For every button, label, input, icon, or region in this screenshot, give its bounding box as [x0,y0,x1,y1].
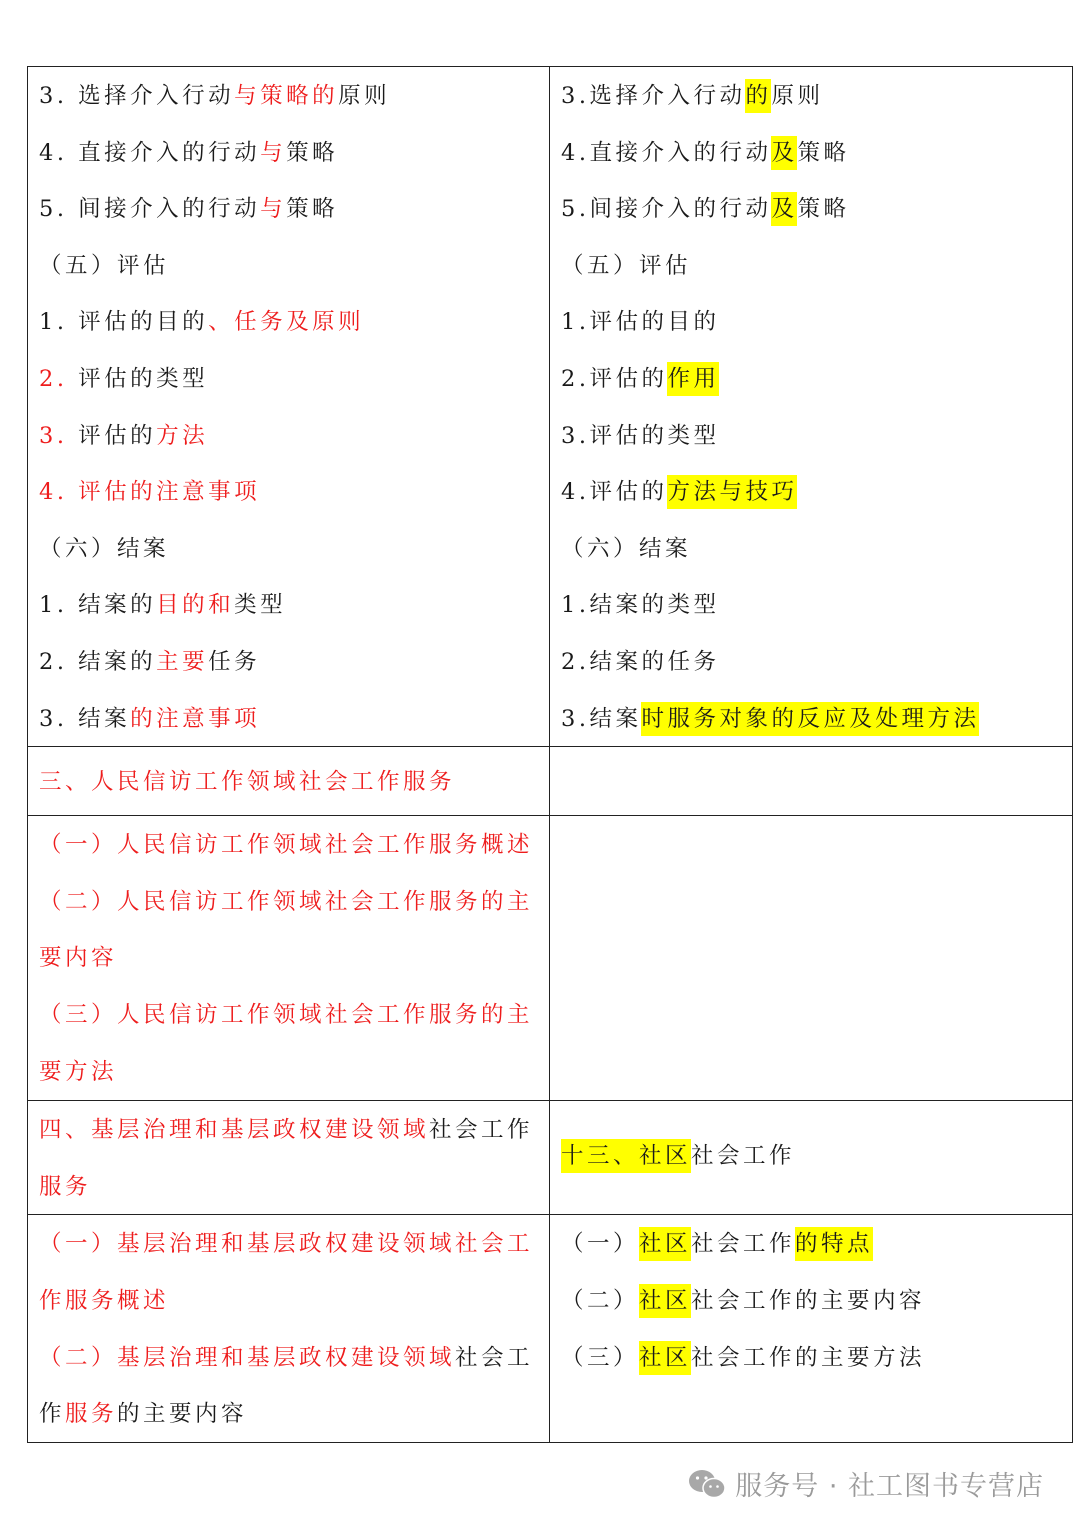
cell-line [39,293,549,350]
red-text: 的注意事项 [130,705,261,732]
cell-line [39,67,549,124]
text-segment: 2.评估的 [561,365,668,392]
red-text: （二）基层治理和基层政权建设领域 [39,1344,456,1371]
cell-line [39,1101,549,1158]
highlighted-text: 社区 [639,1341,691,1375]
text-segment: 任务 [208,648,261,675]
cell-line [39,1158,549,1215]
text-segment: 策略 [286,196,339,223]
text-segment: （一） [561,1231,640,1258]
cell-line [39,986,549,1043]
text-segment: 4.评估的 [561,479,668,506]
cell-line [561,1329,1072,1386]
text-segment: 策略 [797,196,850,223]
cell-line [39,237,549,294]
text-segment: 3.选择介入行动 [561,83,746,109]
highlighted-text: 作用 [667,362,719,396]
table-row [28,1215,1073,1442]
text-segment: 1. 结案的 [39,592,157,619]
cell-line [561,1272,1072,1329]
red-text: （三）人民信访工作领域社会工作服务的主 [39,1001,534,1028]
cell-line [561,350,1072,407]
text-segment: 1.结案的类型 [561,592,720,619]
cell-line [39,124,549,181]
text-segment: 3. 结案 [39,705,131,732]
cell-line [39,1329,549,1386]
cell-line [39,873,549,930]
cell-line [561,180,1072,237]
text-segment: 5. 间接介入的行动 [39,196,261,223]
text-segment: 评估的 [67,422,157,449]
text-segment: 社会工作 [691,1231,796,1258]
highlighted-text: 的特点 [795,1227,873,1261]
text-segment: 原则 [771,83,824,109]
cell-line [39,520,549,577]
cell-line [39,929,549,986]
highlighted-text: 社区 [639,1227,691,1261]
text-segment: （三） [561,1344,640,1371]
red-text: 与 [260,139,287,166]
red-text: 要内容 [39,945,118,972]
left-cell [28,67,550,747]
cell-line [561,67,1072,124]
text-segment: 评估的类型 [67,365,209,392]
red-text: 4. 评估的注意事项 [39,479,261,506]
comparison-table [27,66,1073,1443]
highlighted-text: 方法与技巧 [667,475,797,509]
text-segment: 1.评估的目的 [561,309,720,336]
right-cell [550,747,1073,816]
highlighted-text: 及 [771,136,797,170]
red-text: （一）基层治理和基层政权建设领域社会工 [39,1231,534,1258]
cell-line [39,1043,549,1100]
text-segment: （二） [561,1287,640,1314]
cell-line [561,237,1072,294]
text-segment: 5.间接介入的行动 [561,196,772,223]
text-segment: 2. 结案的 [39,648,157,675]
red-text: 2. [39,365,68,392]
wechat-icon [687,1468,727,1500]
highlighted-text: 的 [745,79,771,113]
cell-line [561,633,1072,690]
table-row [28,747,1073,816]
text-segment: 社会工作 [429,1117,534,1144]
red-text: 四、基层治理和基层政权建设领域 [39,1117,430,1144]
text-segment: 社会工 [455,1344,534,1371]
right-cell [550,67,1073,747]
text-segment: （五）评估 [561,252,692,279]
table-row [28,1101,1073,1215]
cell-line [39,633,549,690]
red-text: 3. [39,422,68,449]
highlighted-text: 社区 [639,1284,691,1318]
highlighted-text: 十三、社区 [561,1139,691,1173]
cell-line [561,1215,1072,1272]
watermark [687,1464,1044,1503]
cell-line [39,816,549,873]
left-cell [28,816,550,1101]
red-text: 三、人民信访工作领域社会工作服务 [39,769,456,796]
left-cell [28,1215,550,1442]
cell-line [39,747,549,815]
table-row [28,816,1073,1101]
cell-line [561,293,1072,350]
cell-line [39,690,549,747]
text-segment: 作 [39,1401,66,1428]
cell-line [561,576,1072,633]
right-cell [550,1215,1073,1442]
cell-line [561,407,1072,464]
cell-line [39,1385,549,1442]
text-segment: 2.结案的任务 [561,648,720,675]
text-segment: 3. 选择介入行动 [39,83,235,109]
cell-line [561,520,1072,577]
right-cell [550,1101,1073,1215]
cell-line [561,463,1072,520]
text-segment: 原则 [338,83,391,109]
red-text: 方法 [156,422,209,449]
red-text: 与策略的 [234,83,339,109]
highlighted-text: 及 [771,192,797,226]
red-text: 作服务概述 [39,1287,170,1314]
highlighted-text: 时服务对象的反应及处理方法 [641,702,979,736]
text-segment: （五）评估 [39,252,170,279]
text-segment: 社会工作 [691,1143,796,1170]
right-cell [550,816,1073,1101]
text-segment: 类型 [234,592,287,619]
text-segment: 3.结案 [561,705,642,732]
red-text: 要方法 [39,1058,118,1085]
table-row [28,67,1073,747]
red-text: 服务 [65,1401,118,1428]
text-segment: 4. 直接介入的行动 [39,139,261,166]
red-text: 目的和 [156,592,235,619]
red-text: 服务 [39,1173,92,1200]
text-segment: 社会工作的主要内容 [691,1287,926,1314]
cell-line [39,407,549,464]
left-cell [28,1101,550,1215]
text-segment: 策略 [797,139,850,166]
cell-line [39,463,549,520]
text-segment: 3.评估的类型 [561,422,720,449]
text-segment: 策略 [286,139,339,166]
cell-line [561,124,1072,181]
text-segment: 的主要内容 [117,1401,248,1428]
text-segment: 社会工作的主要方法 [691,1344,926,1371]
text-segment: 1. 评估的目的 [39,309,209,336]
cell-line [39,1215,549,1272]
red-text: （二）人民信访工作领域社会工作服务的主 [39,888,534,915]
red-text: 与 [260,196,287,223]
text-segment: （六）结案 [39,535,170,562]
cell-line [39,1272,549,1329]
cell-line [39,180,549,237]
cell-line [39,350,549,407]
cell-line [561,1101,1072,1211]
left-cell [28,747,550,816]
red-text: 、任务及原则 [208,309,365,336]
watermark-text: 服务号 · 社工图书专营店 [735,1471,1044,1502]
text-segment: （六）结案 [561,535,692,562]
text-segment: 4.直接介入的行动 [561,139,772,166]
red-text: （一）人民信访工作领域社会工作服务概述 [39,832,534,859]
red-text: 主要 [156,648,209,675]
cell-line [39,576,549,633]
cell-line [561,690,1072,747]
